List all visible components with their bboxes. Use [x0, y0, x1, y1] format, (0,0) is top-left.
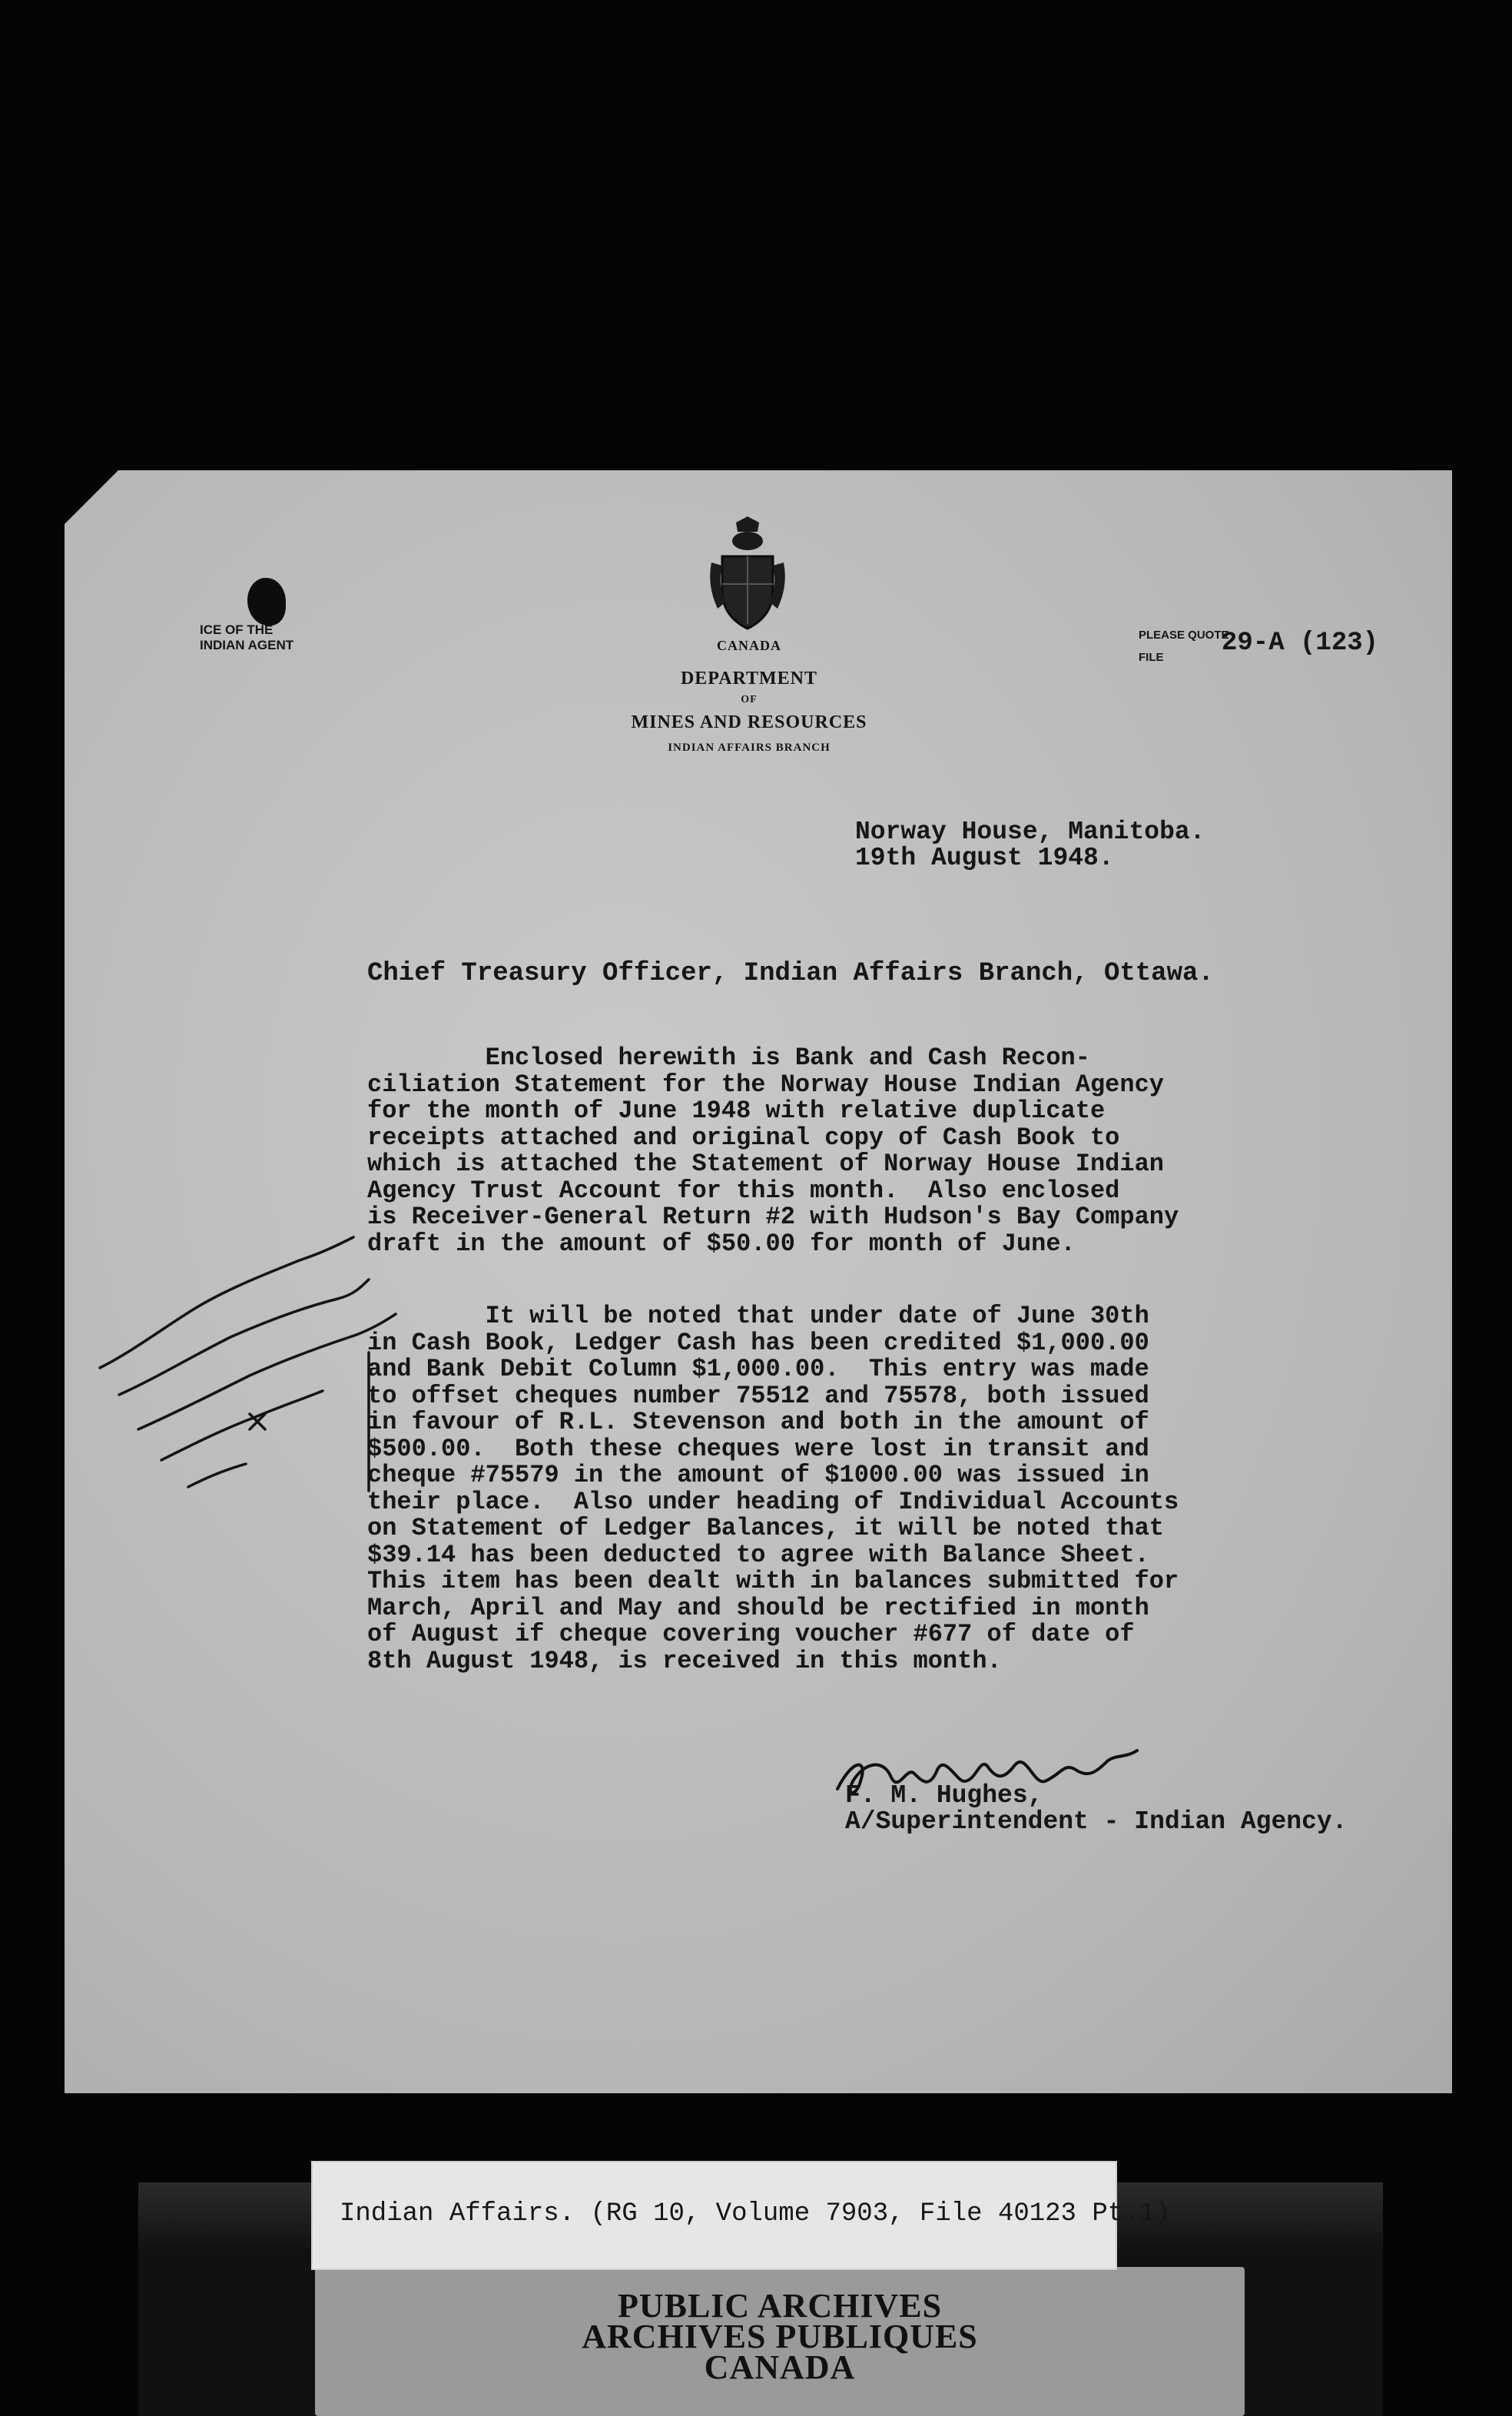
letterhead-department: DEPARTMENT [680, 669, 818, 689]
signer-title: A/Superintendent - Indian Agency. [845, 1807, 1348, 1836]
archives-stamp-line-1: PUBLIC ARCHIVES [617, 2287, 943, 2325]
letter-date: 19th August 1948. [855, 844, 1114, 872]
please-quote-file-label: PLEASE QUOTE FILE [1139, 629, 1229, 664]
letter-paragraph-1: Enclosed herewith is Bank and Cash Recon- ciliation Statement for the Norway House Indian Agency for the month of June 1948 with relative duplicate receipts attached and original copy of Cash Book to which is attached the Statement of Norway House Indian Agency Trust Account for this month. Also enclosed is Receiver-General Return #2 with Hudson's Bay Company draft in the amount of $50.00 for month of June. [367, 1044, 1179, 1258]
signer-name: F. M. Hughes, [845, 1781, 1043, 1810]
letter-paragraph-2: It will be noted that under date of June 30th in Cash Book, Ledger Cash has been credited $1,000.00 and Bank Debit Column $1,000.00. This entry was made to offset cheques number 75512 and 75578, both issued in favour of R.L. Stevenson and both in the amount of $500.00. Both these cheques were lost in transit and cheque #75579 in the amount of $1000.00 was issued in their place. Also under heading of Individual Accounts on Statement of Ledger Balances, it will be noted that $39.14 has been deducted to agree with Balance Sheet. This item has been dealt with in balances submitted for March, April and May and should be rectified in month of August if cheque covering voucher #677 of date of 8th August 1948, is received in this month. [367, 1302, 1179, 1675]
letterhead-ministry: MINES AND RESOURCES [631, 712, 867, 732]
archives-stamp-line-2: ARCHIVES PUBLIQUES [582, 2318, 978, 2355]
file-number: 29-A (123) [1222, 629, 1379, 658]
letterhead-of: OF [741, 694, 758, 705]
archives-stamp-line-3: CANADA [704, 2348, 856, 2386]
letter-addressee: Chief Treasury Officer, Indian Affairs Branch, Ottawa. [367, 959, 1214, 988]
letterhead-country: CANADA [717, 638, 781, 653]
folded-corner [65, 470, 118, 524]
office-of-indian-agent-label: ICE OF THE INDIAN AGENT [200, 622, 294, 652]
handwritten-margin-note [46, 1199, 415, 1537]
ink-blot [247, 578, 286, 626]
coat-of-arms-icon [705, 516, 790, 632]
archive-reference: Indian Affairs. (RG 10, Volume 7903, File 40123 Pt.1) [340, 2199, 1171, 2228]
letterhead-branch: INDIAN AFFAIRS BRANCH [668, 742, 831, 754]
letter-place: Norway House, Manitoba. [855, 818, 1205, 846]
